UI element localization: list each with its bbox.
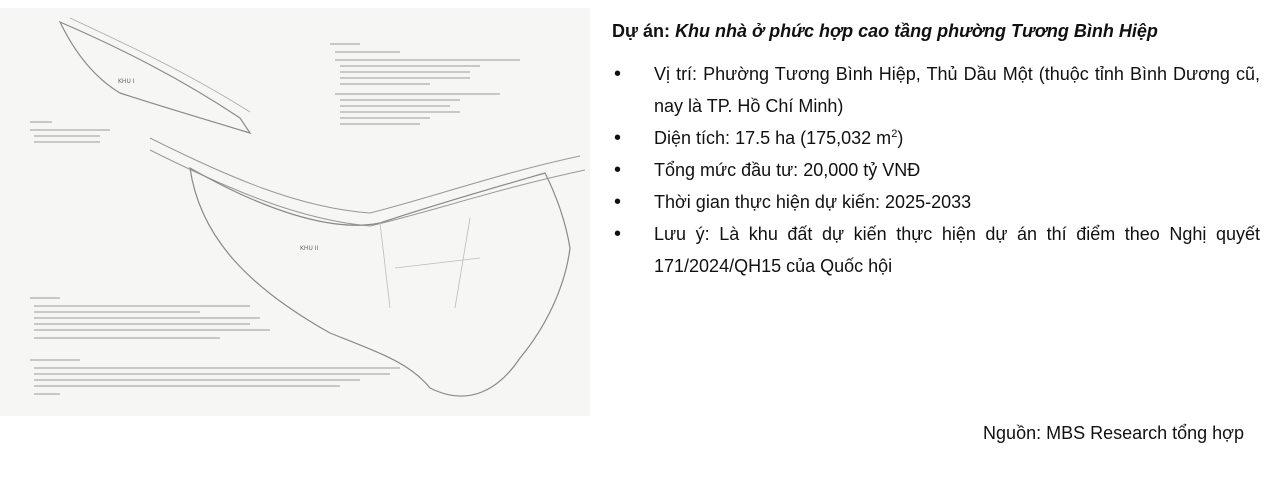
detail-area-text: 17.5 ha (175,032 m	[735, 128, 892, 148]
site-plan-map	[0, 8, 590, 416]
detail-timeline	[612, 186, 1260, 218]
detail-area-after: )	[897, 128, 904, 148]
project-title-label: Dự án:	[612, 21, 671, 41]
detail-area-sup: 2	[891, 128, 898, 140]
detail-location-text: Phường Tương Bình Hiệp, Thủ Dầu Một (thuộc tỉnh Bình Dương cũ, nay là TP. Hồ Chí Minh)	[654, 64, 1260, 116]
detail-area-label: Diện tích:	[654, 128, 731, 148]
project-title-name: Khu nhà ở phức hợp cao tầng phường Tương Bình Hiệp	[675, 21, 1158, 41]
project-title	[612, 21, 1158, 42]
detail-note-label: Lưu ý:	[654, 224, 710, 244]
site-plan-drawing	[0, 8, 590, 416]
detail-location-label: Vị trí:	[654, 64, 698, 84]
source-note: Nguồn: MBS Research tổng hợp	[983, 423, 1244, 443]
detail-investment-text: 20,000 tỷ VNĐ	[803, 160, 921, 180]
detail-timeline-text: 2025-2033	[885, 192, 972, 212]
detail-area	[612, 122, 1260, 154]
detail-investment-label: Tổng mức đầu tư:	[654, 160, 799, 180]
detail-location	[612, 58, 1260, 122]
detail-investment	[612, 154, 1260, 186]
detail-note-text: Là khu đất dự kiến thực hiện dự án thí điểm theo Nghị quyết 171/2024/QH15 của Quốc hội	[654, 224, 1260, 276]
zone-2-label: KHU II	[300, 245, 319, 252]
zone-1-label: KHU I	[118, 78, 135, 85]
detail-note	[612, 218, 1260, 282]
project-details-list	[612, 58, 1260, 282]
detail-timeline-label: Thời gian thực hiện dự kiến:	[654, 192, 881, 212]
